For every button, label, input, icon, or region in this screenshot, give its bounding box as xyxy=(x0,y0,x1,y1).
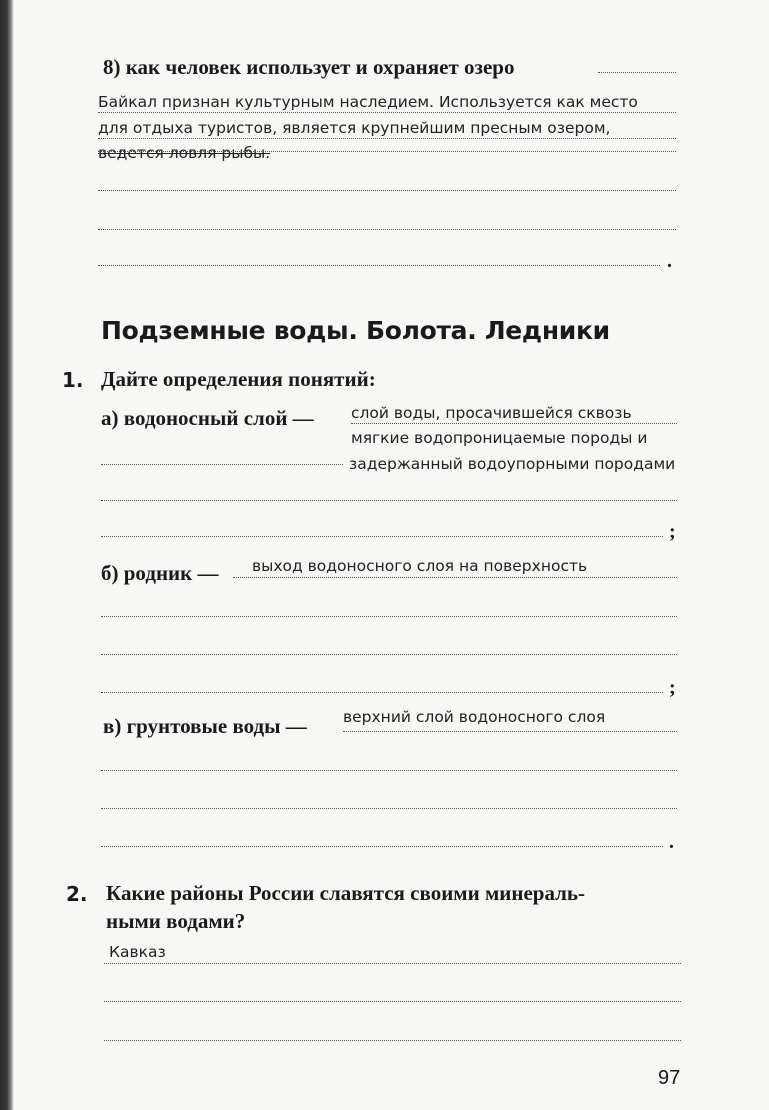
answer-line xyxy=(101,770,677,771)
answer-line xyxy=(98,151,676,152)
answer-line xyxy=(101,464,343,465)
answer-line xyxy=(233,577,677,578)
answer-line xyxy=(101,808,677,809)
q1c-answer: верхний слой водоносного слоя xyxy=(343,708,606,726)
answer-line xyxy=(101,500,677,501)
answer-line xyxy=(101,846,663,847)
section-title: Подземные воды. Болота. Ледники xyxy=(101,316,610,345)
item8-label-dots xyxy=(598,72,676,73)
q1a-end-mark: ; xyxy=(669,521,676,543)
answer-line xyxy=(101,536,663,537)
answer-line xyxy=(98,112,676,113)
answer-line xyxy=(98,138,676,139)
item8-label: 8) как человек использует и охраняет озеро xyxy=(103,55,515,79)
answer-line xyxy=(351,423,677,424)
answer-line xyxy=(101,654,677,655)
q1-number: 1. xyxy=(62,368,84,392)
answer-line xyxy=(98,190,676,191)
q2-prompt-line-2: ными водами? xyxy=(106,909,246,933)
page-number: 97 xyxy=(658,1067,681,1089)
item8-answer-line-1: Байкал признан культурным наследием. Используется как место xyxy=(98,93,638,111)
answer-line xyxy=(104,1001,681,1002)
q1a-answer-line-3: задержанный водоупорными породами xyxy=(349,455,676,473)
q1a-answer-line-1: слой воды, просачившейся сквозь xyxy=(351,404,632,422)
q2-number: 2. xyxy=(66,882,88,906)
answer-line xyxy=(104,963,681,964)
answer-line xyxy=(98,265,660,266)
book-spine-shadow xyxy=(0,0,14,1110)
answer-line xyxy=(101,616,677,617)
item8-answer-line-3: ведется ловля рыбы. xyxy=(98,144,271,162)
q1a-answer-line-2: мягкие водопроницаемые породы и xyxy=(351,429,648,447)
q1b-end-mark: ; xyxy=(669,677,676,699)
item8-answer-line-2: для отдыха туристов, является крупнейшим пресным озером, xyxy=(98,119,611,137)
q1c-end-mark: . xyxy=(669,831,674,853)
answer-line xyxy=(98,229,676,230)
q1-prompt: Дайте определения понятий: xyxy=(101,367,376,391)
answer-line xyxy=(343,731,677,732)
q2-answer: Кавказ xyxy=(109,943,166,961)
q1c-term: в) грунтовые воды — xyxy=(103,714,307,738)
q1a-term: а) водоносный слой — xyxy=(101,406,314,430)
q1b-answer: выход водоносного слоя на поверхность xyxy=(252,557,588,575)
answer-line xyxy=(104,1040,681,1041)
q1b-term: б) родник — xyxy=(101,561,219,585)
answer-line xyxy=(101,692,663,693)
q2-prompt-line-1: Какие районы России славятся своими минераль- xyxy=(106,881,586,905)
item8-end-mark: . xyxy=(667,250,672,272)
